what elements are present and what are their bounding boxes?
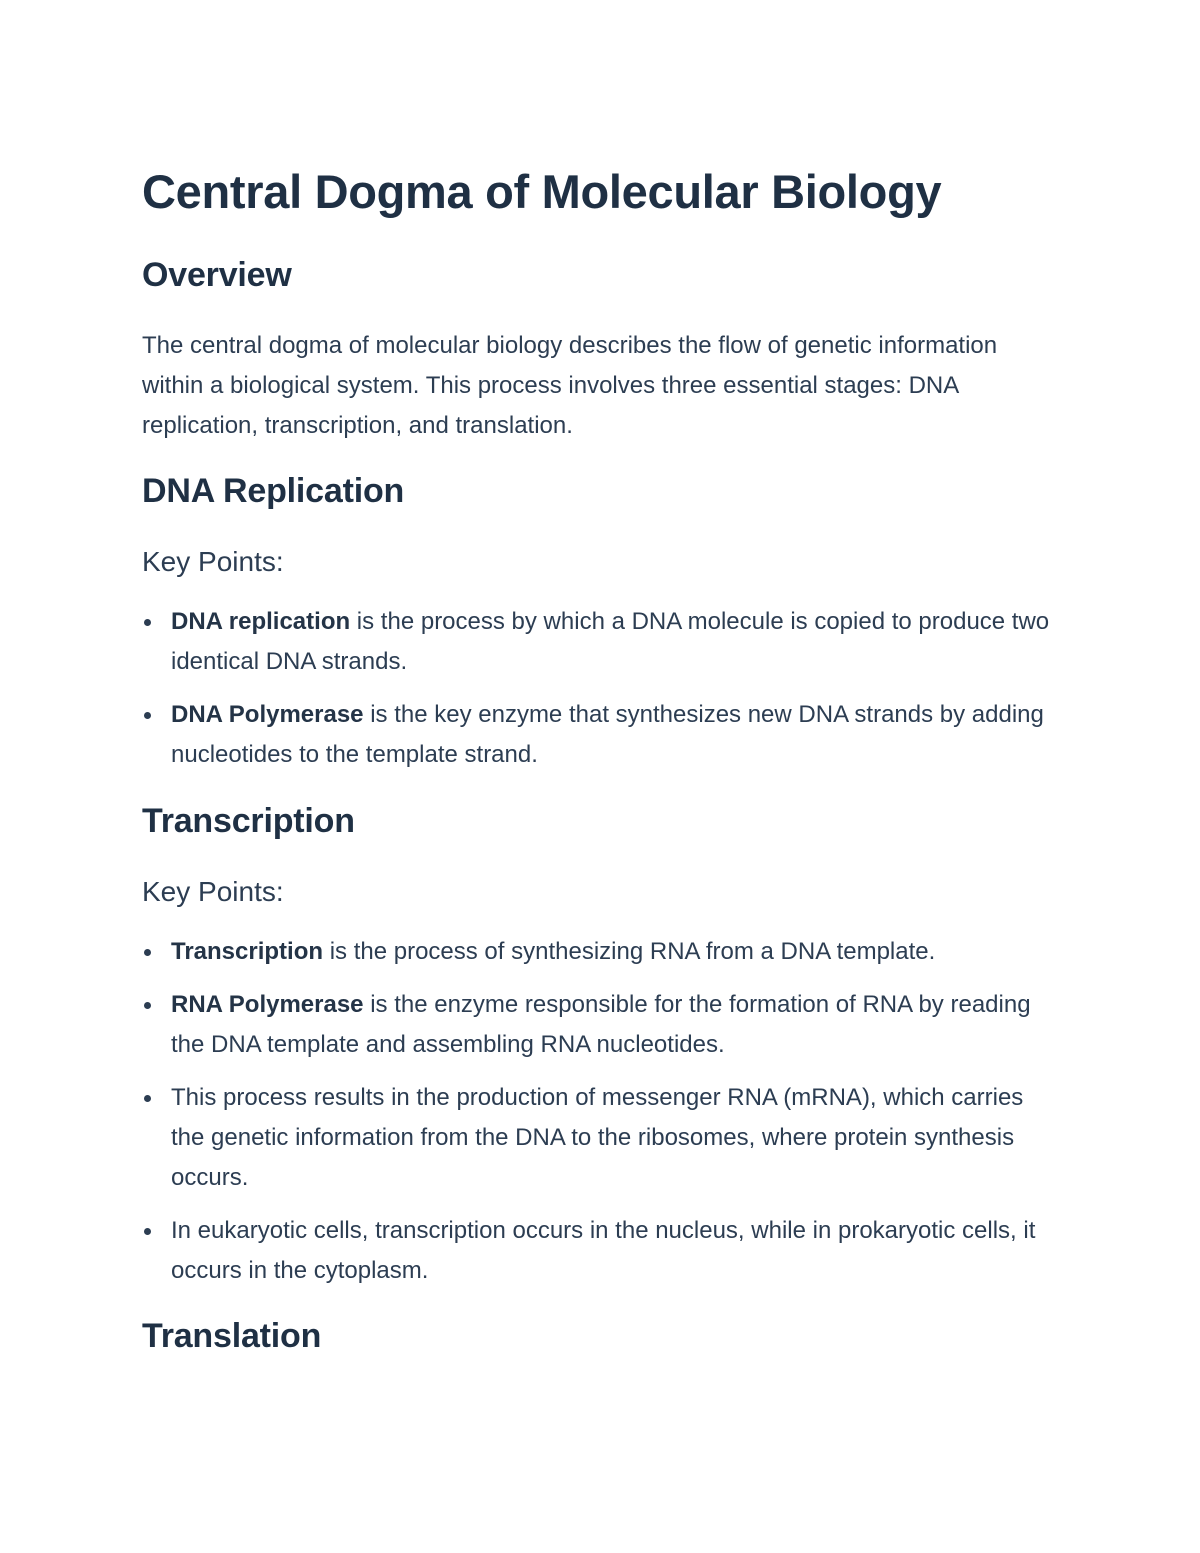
- transcription-heading: Transcription: [142, 802, 355, 840]
- bullet-term: DNA replication: [171, 608, 351, 635]
- list-item: [142, 602, 1062, 682]
- list-item: [142, 1078, 1062, 1198]
- page-title: Central Dogma of Molecular Biology: [142, 165, 942, 218]
- dna-replication-key-points-label: Key Points:: [142, 546, 284, 577]
- list-item: [142, 932, 1062, 972]
- dna-replication-list: [142, 602, 1062, 788]
- list-item: [142, 1211, 1062, 1291]
- bullet-text: is the enzyme responsible for the formation of RNA by reading the DNA template and assembling RNA nucleotides.: [171, 991, 1031, 1058]
- overview-paragraph: The central dogma of molecular biology describes the flow of genetic information within a biological system. This process involves three essential stages: DNA replication, transcription, and translation.: [142, 332, 998, 439]
- bullet-term: Transcription: [171, 938, 324, 965]
- transcription-list: [142, 932, 1062, 1304]
- list-item: [142, 985, 1062, 1065]
- bullet-text: This process results in the production of messenger RNA (mRNA), which carries the genetic information from the DNA to the ribosomes, where protein synthesis occurs.: [171, 1084, 1024, 1191]
- bullet-text: is the process of synthesizing RNA from a DNA template.: [323, 938, 936, 965]
- bullet-text: In eukaryotic cells, transcription occurs in the nucleus, while in prokaryotic cells, it occurs in the cytoplasm.: [171, 1217, 1036, 1284]
- overview-heading: Overview: [142, 256, 292, 294]
- bullet-term: RNA Polymerase: [171, 991, 364, 1018]
- translation-heading: Translation: [142, 1317, 322, 1355]
- bullet-text: is the key enzyme that synthesizes new DNA strands by adding nucleotides to the template strand.: [171, 701, 1044, 768]
- bullet-text: is the process by which a DNA molecule is copied to produce two identical DNA strands.: [171, 608, 1050, 675]
- list-item: [142, 695, 1062, 775]
- transcription-key-points-label: Key Points:: [142, 876, 284, 907]
- dna-replication-heading: DNA Replication: [142, 472, 405, 510]
- bullet-term: DNA Polymerase: [171, 701, 364, 728]
